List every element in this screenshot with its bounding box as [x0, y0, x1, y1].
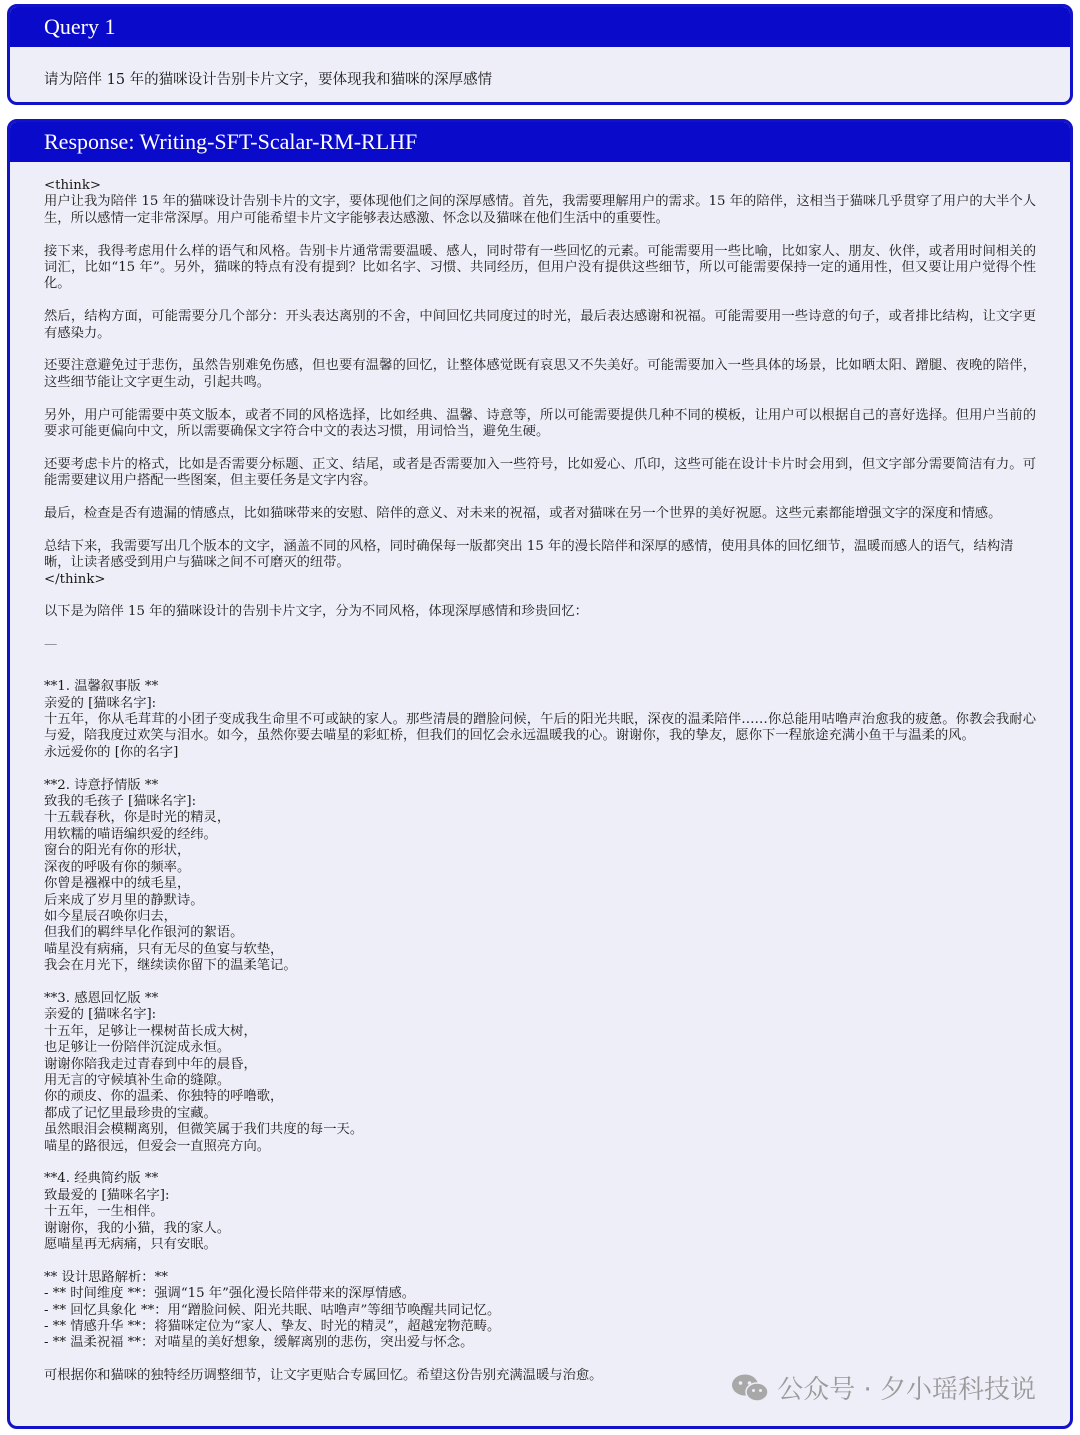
- card-greeting: 亲爱的 [猫咪名字]:: [44, 695, 157, 711]
- design-item: - ** 时间维度 **：强调“15 年”强化漫长陪伴带来的深厚情感。: [44, 1286, 416, 1302]
- poem-line: 都成了记忆里最珍贵的宝藏。: [44, 1105, 217, 1121]
- think-close-tag: </think>: [44, 571, 106, 587]
- design-item: - ** 回忆具象化 **：用“蹭脸问候、阳光共眠、咕噜声”等细节唤醒共同记忆。: [44, 1302, 501, 1318]
- poem-line: 用无言的守候填补生命的缝隙。: [44, 1072, 231, 1088]
- think-paragraph: 还要注意避免过于悲伤，虽然告别难免伤感，但也要有温馨的回忆，让整体感觉既有哀思又不失美好。可能需要加入一些具体的场景，比如晒太阳、蹭腿、夜晚的陪伴，这些细节能让文字更生动，引起共鸣。: [44, 358, 1036, 390]
- poem-line: 致我的毛孩子 [猫咪名字]:: [44, 794, 197, 810]
- poem-line: 十五年，足够让一棵树苗长成大树，: [44, 1023, 257, 1039]
- poem-line: 致最爱的 [猫咪名字]:: [44, 1187, 170, 1203]
- poem-line: 深夜的呼吸有你的频率。: [44, 859, 191, 875]
- poem-line: 十五载春秋，你是时光的精灵，: [44, 810, 231, 826]
- poem-line: 谢谢你，我的小猫，我的家人。: [44, 1220, 231, 1236]
- version-3-block: [44, 991, 1036, 1155]
- think-paragraph: 然后，结构方面，可能需要分几个部分：开头表达离别的不舍，中间回忆共同度过的时光，最后表达感谢和祝福。可能需要用一些诗意的句子，或者排比结构，让文字更有感染力。: [44, 309, 1036, 341]
- poem-line: 你的顽皮、你的温柔、你独特的呼噜歌，: [44, 1089, 284, 1105]
- think-paragraph: 用户让我为陪伴 15 年的猫咪设计告别卡片的文字，要体现他们之间的深厚感情。首先，我需要理解用户的需求。15 年的陪伴，这相当于猫咪几乎贯穿了用户的大半个人生，所以感情一定非常深厚。用户可能希望卡片文字能够表达感激、怀念以及猫咪在他们生活中的重要性。: [44, 194, 1036, 226]
- response-title: Response: Writing-SFT-Scalar-RM-RLHF: [10, 122, 1070, 162]
- query-text: 请为陪伴 15 年的猫咪设计告别卡片文字，要体现我和猫咪的深厚感情: [44, 72, 493, 88]
- query-panel: [7, 4, 1073, 105]
- version-heading: **4. 经典简约版 **: [44, 1171, 159, 1187]
- poem-line: 用软糯的喵语编织爱的经纬。: [44, 826, 217, 842]
- watermark-text: 公众号 · 夕小瑶科技说: [777, 1375, 1036, 1405]
- closing-text: 可根据你和猫咪的独特经历调整细节，让文字更贴合专属回忆。希望这份告别充满温暖与治愈。: [44, 1368, 603, 1384]
- poem-line: 也足够让一份陪伴沉淀成永恒。: [44, 1040, 231, 1056]
- card-signature: 永远爱你的 [你的名字]: [44, 744, 179, 760]
- poem-line: 如今星辰召唤你归去，: [44, 908, 177, 924]
- poem-line: 谢谢你陪我走过青春到中年的晨昏，: [44, 1056, 257, 1072]
- poem-line: 但我们的羁绊早化作银河的絮语。: [44, 925, 244, 941]
- design-notes: [44, 1270, 1036, 1352]
- poem-line: 你曾是襁褓中的绒毛星，: [44, 876, 191, 892]
- response-panel: [7, 119, 1073, 1429]
- think-paragraph: 另外，用户可能需要中英文版本，或者不同的风格选择，比如经典、温馨、诗意等，所以可能需要提供几种不同的模板，让用户可以根据自己的喜好选择。但用户当前的要求可能更偏向中文，所以需要确保文字符合中文的表达习惯，用词恰当，避免生硬。: [44, 407, 1036, 440]
- poem-line: 喵星没有病痛，只有无尽的鱼宴与软垫，: [44, 941, 284, 957]
- response-body: [10, 162, 1070, 1385]
- divider: —: [44, 636, 58, 652]
- response-intro: 以下是为陪伴 15 年的猫咪设计的告别卡片文字，分为不同风格，体现深厚感情和珍贵回忆：: [44, 604, 588, 620]
- think-paragraph: 总结下来，我需要写出几个版本的文字，涵盖不同的风格，同时确保每一版都突出 15 年的漫长陪伴和深厚的感情，使用具体的回忆细节，温暖而感人的语气，结构清晰，让读者感受到用户与猫咪之间不可磨灭的纽带。: [44, 538, 1014, 571]
- poem-line: 窗台的阳光有你的形状，: [44, 843, 191, 859]
- card-body: 十五年，你从毛茸茸的小团子变成我生命里不可或缺的家人。那些清晨的蹭脸问候，午后的阳光共眠，深夜的温柔陪伴……你总能用咕噜声治愈我的疲惫。你教会我耐心与爱，陪我度过欢笑与泪水。如今，虽然你要去喵星的彩虹桥，但我们的回忆会永远温暖我的心。谢谢你，我的挚友，愿你下一程旅途充满小鱼干与温柔的风。: [44, 712, 1036, 744]
- watermark: [731, 1369, 1036, 1406]
- poem-line: 愿喵星再无病痛，只有安眠。: [44, 1237, 217, 1253]
- poem-line: 我会在月光下，继续读你留下的温柔笔记。: [44, 958, 297, 974]
- query-title: Query 1: [10, 7, 1070, 47]
- think-paragraph: 最后，检查是否有遗漏的情感点，比如猫咪带来的安慰、陪伴的意义、对未来的祝福，或者对猫咪在另一个世界的美好祝愿。这些元素都能增强文字的深度和情感。: [44, 506, 1002, 522]
- design-item: - ** 情感升华 **：将猫咪定位为“家人、挚友、时光的精灵”，超越宠物范畴。: [44, 1319, 501, 1335]
- poem-line: 亲爱的 [猫咪名字]:: [44, 1007, 157, 1023]
- think-open-tag: <think>: [44, 178, 102, 193]
- wechat-icon: [731, 1373, 769, 1403]
- think-paragraph: 还要考虑卡片的格式，比如是否需要分标题、正文、结尾，或者是否需要加入一些符号，比如爱心、爪印，这些可能在设计卡片时会用到，但文字部分需要简洁有力。可能需要建议用户搭配一些图案，但主要任务是文字内容。: [44, 456, 1036, 489]
- version-heading: **2. 诗意抒情版 **: [44, 777, 159, 793]
- poem-line: 十五年，一生相伴。: [44, 1204, 164, 1220]
- version-2-block: [44, 778, 1036, 975]
- version-heading: **1. 温馨叙事版 **: [44, 679, 159, 695]
- version-4-block: [44, 1171, 1036, 1253]
- poem-line: 喵星的路很远，但爱会一直照亮方向。: [44, 1138, 271, 1154]
- poem-line: 虽然眼泪会模糊离别，但微笑属于我们共度的每一天。: [44, 1122, 364, 1138]
- version-1-block: [44, 679, 1036, 761]
- think-paragraph: 接下来，我得考虑用什么样的语气和风格。告别卡片通常需要温暖、感人，同时带有一些回忆的元素。可能需要用一些比喻，比如家人、朋友、伙伴，或者用时间相关的词汇，比如“15 年”。另外，猫咪的特点有没有提到？比如名字、习惯、共同经历，但用户没有提供这些细节，所以可能需要保持一定的通用性，但又要让用户觉得个性化。: [44, 243, 1036, 292]
- version-heading: **3. 感恩回忆版 **: [44, 990, 159, 1006]
- design-item: - ** 温柔祝福 **：对喵星的美好想象，缓解离别的悲伤，突出爱与怀念。: [44, 1335, 474, 1351]
- design-heading: ** 设计思路解析：**: [44, 1269, 168, 1285]
- poem-line: 后来成了岁月里的静默诗。: [44, 892, 204, 908]
